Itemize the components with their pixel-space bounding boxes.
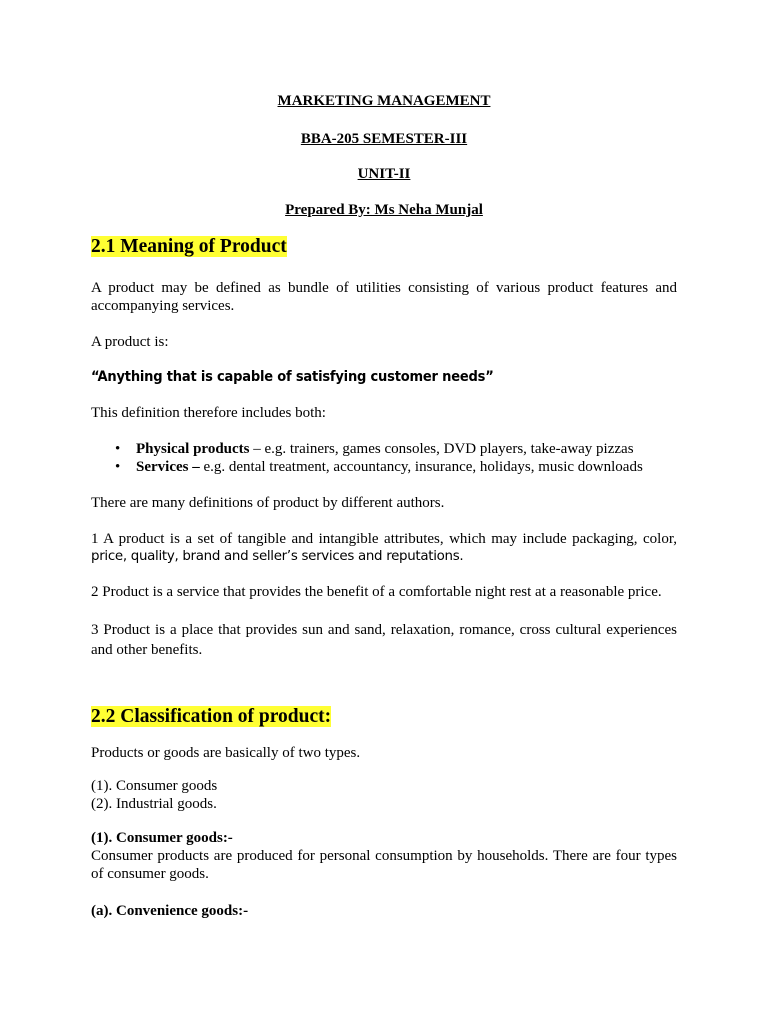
bullet-icon: • xyxy=(115,459,121,475)
section-heading-classification xyxy=(91,706,331,728)
bullet-term: Physical products xyxy=(136,441,250,457)
bullet-text: – e.g. trainers, games consoles, DVD players, take-away pizzas xyxy=(249,441,634,457)
list-item-consumer-goods: (1). Consumer goods xyxy=(91,778,218,794)
subheading-convenience-goods: (a). Convenience goods:- xyxy=(91,903,249,919)
course-code: BBA-205 SEMESTER-III xyxy=(300,131,468,147)
unit-label: UNIT-II xyxy=(357,166,411,182)
author-line: Prepared By: Ms Neha Munjal xyxy=(285,202,483,218)
bullet-text: e.g. dental treatment, accountancy, insurance, holidays, music downloads xyxy=(199,459,643,475)
bullet-services xyxy=(115,458,643,476)
document-title: MARKETING MANAGEMENT xyxy=(277,93,491,109)
list-item-industrial-goods: (2). Industrial goods. xyxy=(91,796,217,812)
paragraph-many-definitions: There are many definitions of product by different authors. xyxy=(91,495,445,511)
bullet-term: Services – xyxy=(136,459,200,475)
paragraph-two-types: Products or goods are basically of two types. xyxy=(91,745,361,761)
section-heading-meaning xyxy=(91,236,287,258)
paragraph-includes: This definition therefore includes both: xyxy=(91,405,326,421)
section-heading-text: 2.1 Meaning of Product xyxy=(91,236,287,257)
paragraph-product-is: A product is: xyxy=(91,334,169,350)
definition-1-line-2: price, quality, brand and seller’s services and reputations. xyxy=(91,549,464,564)
subheading-consumer-goods: (1). Consumer goods:- xyxy=(91,830,233,846)
paragraph-consumer-goods: Consumer products are produced for personal consumption by households. There are four types of consumer goods. xyxy=(91,848,677,882)
definition-1 xyxy=(91,530,677,566)
definition-2: 2 Product is a service that provides the benefit of a comfortable night rest at a reasonable price. xyxy=(91,584,662,600)
section-heading-text: 2.2 Classification of product: xyxy=(91,706,332,727)
definition-1-line-1: 1 A product is a set of tangible and intangible attributes, which may include packaging, color, xyxy=(91,531,677,547)
bullet-icon: • xyxy=(115,441,121,457)
paragraph-definition: A product may be defined as bundle of utilities consisting of various product features and accompanying services. xyxy=(91,280,677,314)
quote-definition: “Anything that is capable of satisfying customer needs” xyxy=(91,369,494,385)
bullet-physical-products xyxy=(115,440,634,458)
definition-3: 3 Product is a place that provides sun and sand, relaxation, romance, cross cultural experiences and other benefits. xyxy=(91,622,677,658)
